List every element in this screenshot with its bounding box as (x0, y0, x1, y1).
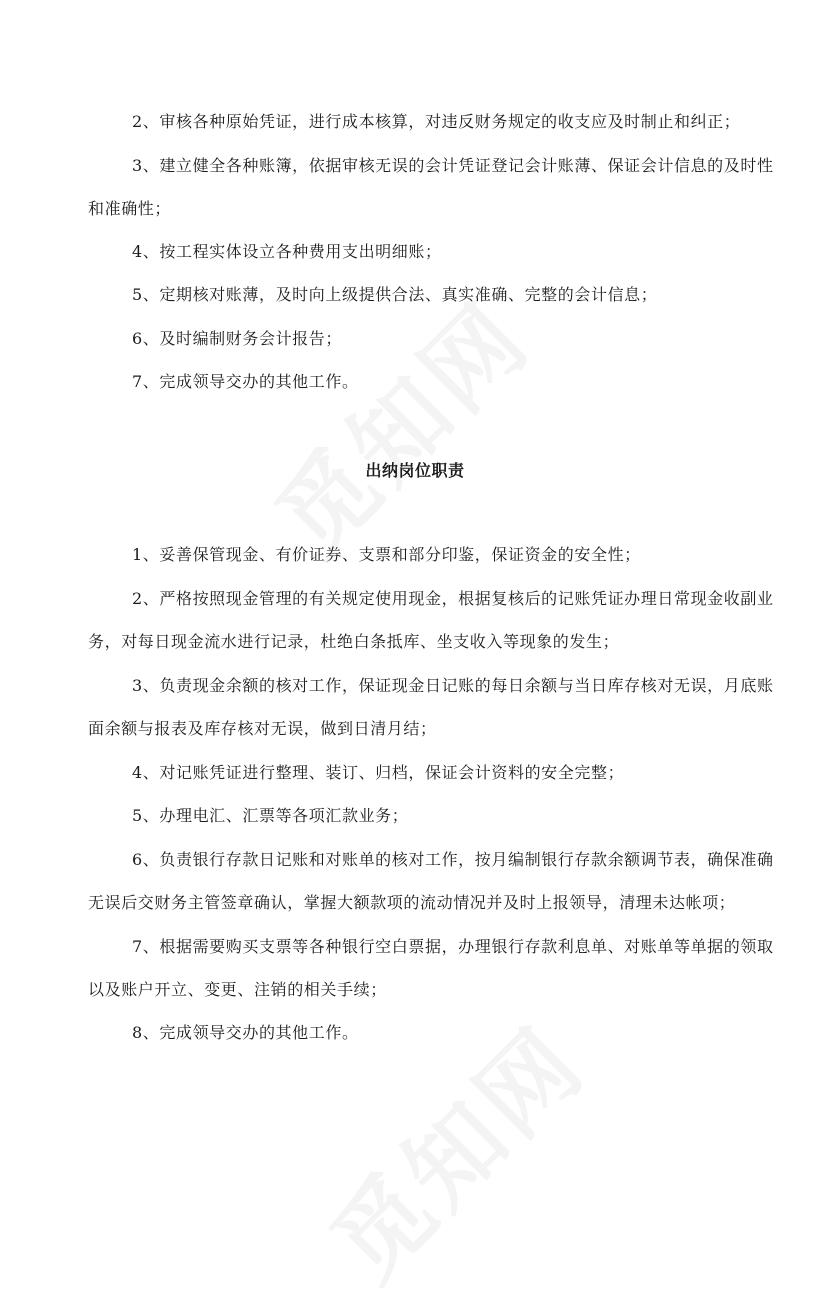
duty-item: 2、严格按照现金管理的有关规定使用现金，根据复核后的记账凭证办理日常现金收副业务，对每日现金流水进行记录，杜绝白条抵库、坐支收入等现象的发生； (88, 589, 774, 651)
duty-item: 3、建立健全各种账簿，依据审核无误的会计凭证登记会计账薄、保证会计信息的及时性和准确性； (88, 156, 774, 218)
duty-item: 4、对记账凭证进行整理、装订、归档，保证会计资料的安全完整； (132, 763, 625, 782)
duty-item: 7、根据需要购买支票等各种银行空白票据，办理银行存款利息单、对账单等单据的领取以及账户开立、变更、注销的相关手续； (88, 937, 774, 999)
duty-item: 5、办理电汇、汇票等各项汇款业务； (132, 806, 409, 825)
duty-item: 5、定期核对账薄，及时向上级提供合法、真实准确、完整的会计信息； (132, 285, 658, 304)
duty-item: 2、审核各种原始凭证，进行成本核算，对违反财务规定的收支应及时制止和纠正； (132, 112, 741, 131)
section-heading: 出纳岗位职责 (365, 461, 465, 480)
duty-item: 8、完成领导交办的其他工作。 (132, 1023, 359, 1042)
duty-item: 3、负责现金余额的核对工作，保证现金日记账的每日余额与当日库存核对无误，月底账面余额与报表及库存核对无误，做到日清月结； (88, 676, 774, 738)
duty-item: 1、妥善保管现金、有价证券、支票和部分印鉴，保证资金的安全性； (132, 545, 641, 564)
duty-item: 6、及时编制财务会计报告； (132, 329, 342, 348)
duty-item: 7、完成领导交办的其他工作。 (132, 372, 359, 391)
duty-item: 4、按工程实体设立各种费用支出明细账； (132, 242, 442, 261)
duty-item: 6、负责银行存款日记账和对账单的核对工作，按月编制银行存款余额调节表，确保准确无误后交财务主管签章确认，掌握大额款项的流动情况并及时上报领导，清理未达帐项； (88, 850, 774, 912)
